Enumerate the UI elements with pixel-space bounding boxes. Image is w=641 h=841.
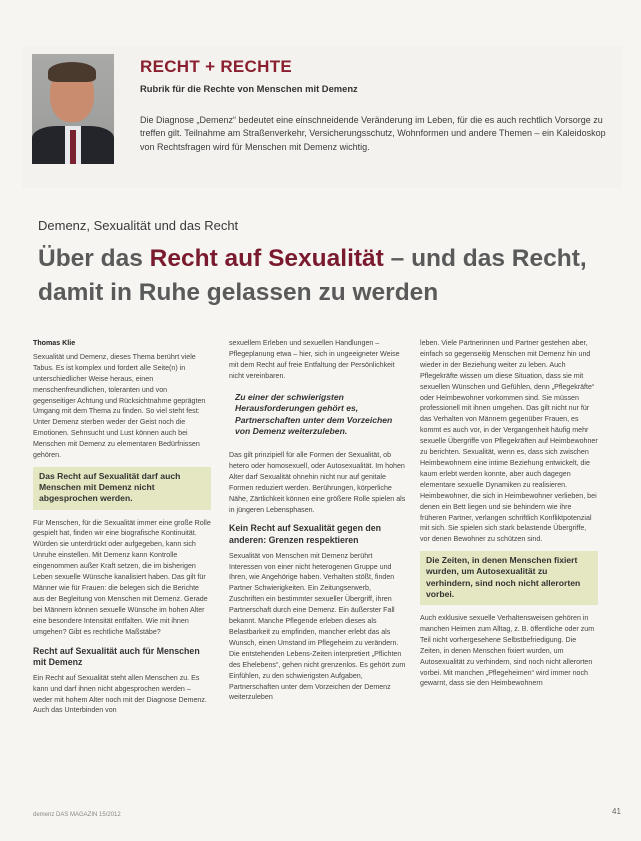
author-photo	[32, 54, 114, 164]
article-kicker: Demenz, Sexualität und das Recht	[38, 218, 239, 233]
headline-part-2: – und das Recht, damit in Ruhe gelassen zu werden	[38, 245, 587, 306]
subheading: Kein Recht auf Sexualität gegen den anderen: Grenzen respektieren	[229, 523, 382, 546]
page-number: 41	[612, 807, 621, 816]
column-3	[420, 338, 598, 695]
paragraph: Für Menschen, für die Sexualität immer eine große Rolle gespielt hat, finden wir eine biografische Kontinuität. Würden sie unterdrückt oder aufgegeben, kann sich Unruhe einstellen. Mit Demenz kann Kontrolle eingenommen außer Kraft setzen, die im bisherigen Leben sexuelle Wünsche kanalisiert haben. Das gilt für Männer wie für Frauen: die belegen sich die Berichte aus der Begleitung von Menschen mit Demenz. Gerade bei Männern können sexuelle Wünsche im hohen Alter eine besondere Intensität entfalten. Wie mit ihnen umgehen? Gibt es rechtliche Maßstäbe?	[33, 518, 211, 636]
column-2	[229, 338, 407, 709]
paragraph: leben. Viele Partnerinnen und Partner gestehen aber, einfach so gegenseitig Menschen mit Demenz hin und wieder in der Beziehung weiter zu leben. Auch Pflegekräfte wissen um diese Situation, dass sie mit sexuellen Wünschen und Gefühlen, denn „Pflegekräfte“ oder Heimbewohner vorkommen sind. Sie müssen professionell mit ihnen umgehen. Das gilt nicht nur für das Verhalten von Männern gegenüber Frauen, es kommt es auch vor, in der Vergangenheit häufig mehr sexuelle Übergriffe von Pflegekräften auf Heimbewohner zu berichten. Sexualität, wenn es, dass sich zwischen Heimbewohnern eine intime Beziehung entwickelt, die kaum erlebt werden konnte, aber auch dagegen elementare sexuelle Dynamiken zu realisieren. Heimbewohner, die sich in Heimbewohner verlieben, bei denen ein Bett liegen und sie behindern wie ihre früheren Partner, verlangen schriftlich Konfliktpotenzial mit sich. Sie spielen sich stark belastende Übergriffe, vor denen Bewohner zu schützen sind.	[420, 339, 598, 544]
footer-publication: demenz DAS MAGAZIN 15/2012	[33, 812, 121, 818]
paragraph: Auch exklusive sexuelle Verhaltensweisen gehören in manchen Heimen zum Alltag, z. B. öffentliche oder zum Teil nicht vorhergesehene Selbstbefriedigung. Die Zeiten, in denen Menschen fixiert wurden, um Autosexualität zu verhindern, sind noch nicht allerorten vorbei. Mit manchen „Pflegeheimen“ wird immer noch gewarnt, dass sie den Heimbewohnern	[420, 614, 595, 688]
paragraph: Ein Recht auf Sexualität steht allen Menschen zu. Es kann und darf ihnen nicht abgesprochen werden – weder mit hohem Alter noch mit der Diagnose Demenz. Auch das Unterbinden von	[33, 673, 207, 715]
article-headline	[38, 242, 628, 310]
pull-quote: Zu einer der schwierigsten Herausforderungen gehört es, Partnerschaften unter dem Vorzeichen von Demenz weiterzuleben.	[235, 391, 393, 437]
highlight-box: Die Zeiten, in denen Menschen fixiert wurden, um Autosexualität zu verhindern, sind noch nicht allerorten vorbei.	[420, 551, 598, 605]
rubric-intro: Die Diagnose „Demenz“ bedeutet eine einschneidende Veränderung im Leben, für die es auch rechtlich Vorsorge zu treffen gilt. Teilnahme am Straßenverkehr, Versicherungsschutz, Wohnformen und andere Themen – ein Kaleidoskop von Rechtsfragen wird für Menschen mit Demenz wichtig.	[140, 115, 606, 152]
headline-accent: Recht auf Sexualität	[149, 245, 384, 272]
paragraph: Sexualität und Demenz, dieses Thema berührt viele Tabus. Es ist komplex und fordert alle Seite(n) in unterschiedlicher Weise heraus, einen menschenfreundlichen, toleranten und von gegenseitiger Achtung und Rücksichtnahme geprägten Umgang mit dem Thema zu finden. So viel steht fest: Unter Demenz sterben weder der Geist noch die Emotionen. Sehnsucht und Lust können auch bei Menschen mit Demenz zu elementaren Bedürfnissen gehören.	[33, 352, 206, 460]
headline-part-1: Über das	[38, 245, 150, 272]
author-name: Thomas Klie	[33, 339, 76, 347]
subheading: Recht auf Sexualität auch für Menschen mit Demenz	[33, 645, 200, 668]
paragraph: Sexualität von Menschen mit Demenz berührt Interessen von einer nicht heterogenen Gruppe und Ihren, wie Angehörige haben. Verhalten stößt, finden Partner Schwierigkeiten. Ein Zeitungserwerb, Zuschriften ein bestimmter sexueller Übergriff, ihren Partnerschaft durch eine Demenz. Ein äußerster Fall bekannt. Manche Pflegende erleben dieses als Belastbarkeit zu empfinden, mancher erlebt das als Wunsch, einen Umstand im Pflegeheim zu verändern. Die entstehenden Lebens-Zeiten interpretiert „Pflichten des Ehelebens“, gehen nicht grenzenlos. Es gehört zum Einfühlen, zu den schwierigsten Aufgaben, Partnerschaften unter dem Vorzeichen der Demenz weiterzuleben	[229, 551, 406, 702]
paragraph: Das gilt prinzipiell für alle Formen der Sexualität, ob hetero oder homosexuell, oder Autosexualität. Im hohen Alter darf Sexualität ohnehin nicht nur auf genitale Formen reduziert werden. Berührungen, körperliche Nähe, Zärtlichkeit können eine größere Rolle spielen als in jüngeren Lebensphasen.	[229, 451, 406, 514]
photo-hair	[48, 62, 96, 82]
photo-tie	[70, 130, 76, 164]
rubric-title: RECHT + RECHTE	[140, 57, 293, 76]
column-1	[33, 338, 211, 722]
paragraph: sexuellem Erleben und sexuellen Handlungen – Pflegeplanung etwa – hier, sich in ungeeigneter Weise mit dem Recht auf freie Entfaltung der Persönlichkeit nicht vereinbaren.	[229, 339, 400, 380]
rubric-subtitle: Rubrik für die Rechte von Menschen mit Demenz	[140, 83, 358, 94]
highlight-box: Das Recht auf Sexualität darf auch Menschen mit Demenz nicht abgesprochen werden.	[33, 467, 211, 510]
